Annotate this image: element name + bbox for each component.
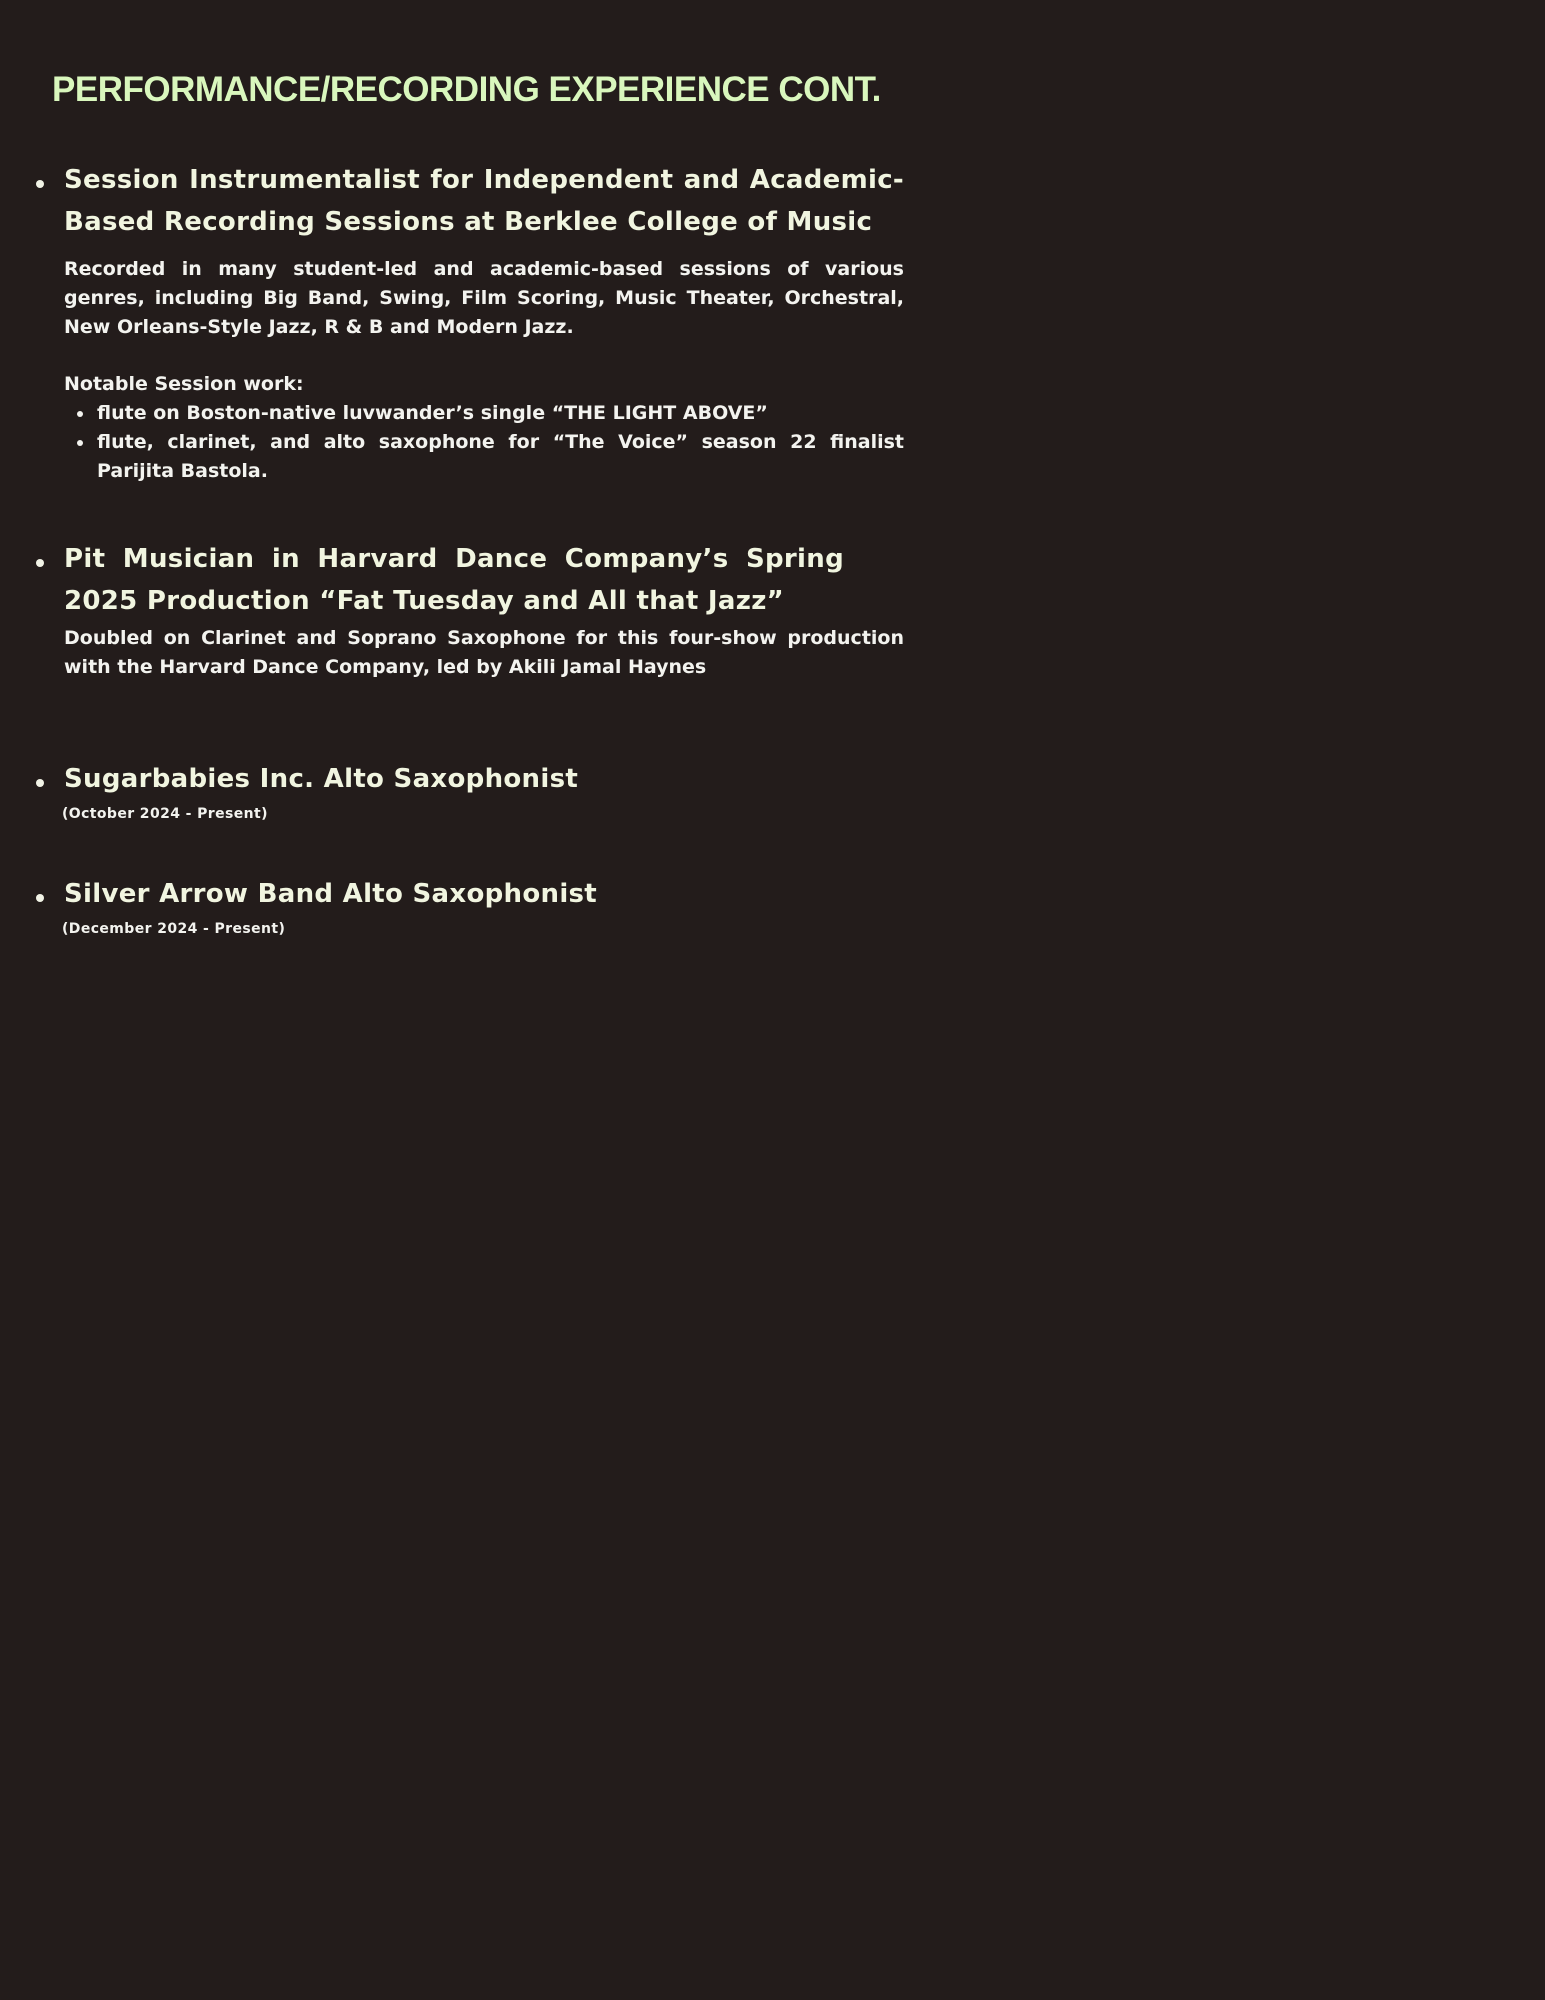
entry-heading: Session Instrumentalist for Independent and Academic-Based Recording Sessions at Berklee College of Music [64, 165, 904, 237]
bullet-icon [36, 180, 44, 188]
notable-session-label: Notable Session work: [64, 373, 304, 395]
bullet-icon [36, 894, 44, 902]
entry-heading: Sugarbabies Inc. Alto Saxophonist [64, 764, 579, 794]
bullet-icon [36, 559, 44, 567]
list-item [64, 428, 904, 486]
bullet-icon [77, 411, 83, 417]
notable-session-list [64, 399, 904, 486]
experience-entry-silver-arrow-band [0, 873, 905, 941]
bullet-icon [77, 440, 83, 446]
entry-description: Doubled on Clarinet and Soprano Saxophone for this four-show production with the Harvard Dance Company, led by Akili Jamal Haynes [64, 627, 904, 678]
entry-date: (December 2024 - Present) [62, 921, 286, 937]
experience-entry-session-instrumentalist [0, 159, 905, 486]
list-item [64, 399, 904, 428]
list-item-text: flute, clarinet, and alto saxophone for “The Voice” season 22 finalist Parijita Bastola. [97, 431, 904, 482]
experience-entry-pit-musician [0, 538, 905, 682]
entry-date: (October 2024 - Present) [62, 806, 268, 822]
entry-heading: Pit Musician in Harvard Dance Company’s Spring 2025 Production “Fat Tuesday and All that Jazz” [64, 544, 844, 616]
page-title: PERFORMANCE/RECORDING EXPERIENCE CONT. [52, 70, 881, 109]
entry-heading: Silver Arrow Band Alto Saxophonist [64, 879, 598, 909]
experience-entry-sugarbabies [0, 758, 905, 826]
list-item-text: flute on Boston-native luvwander’s single “THE LIGHT ABOVE” [97, 402, 768, 424]
bullet-icon [36, 779, 44, 787]
entry-description: Recorded in many student-led and academic-based sessions of various genres, including Big Band, Swing, Film Scoring, Music Theater, Orchestral, New Orleans-Style Jazz, R & B and Modern Jazz. [64, 258, 904, 338]
